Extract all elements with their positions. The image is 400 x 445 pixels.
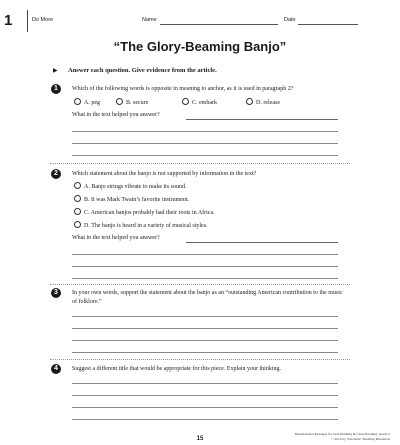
answer-line[interactable] [72, 352, 338, 353]
option-label: A. Banjo strings vibrate to make its sound. [84, 184, 187, 190]
date-label: Date [284, 17, 296, 23]
radio-circle-icon[interactable] [74, 208, 81, 215]
option-2c[interactable] [74, 208, 215, 217]
option-label: B. It was Mark Twain’s favorite instrument. [84, 197, 190, 203]
option-2d[interactable] [74, 221, 208, 230]
radio-circle-icon[interactable] [116, 98, 123, 105]
option-1b[interactable] [116, 98, 148, 107]
radio-circle-icon[interactable] [182, 98, 189, 105]
answer-line[interactable] [72, 383, 338, 384]
radio-circle-icon[interactable] [74, 98, 81, 105]
option-1c[interactable] [182, 98, 217, 107]
option-1d[interactable] [246, 98, 280, 107]
question-4-text: Suggest a different title that would be appropriate for this piece. Explain your thinking. [72, 366, 282, 372]
option-label: B. secure [126, 100, 149, 106]
instructions: Answer each question. Give evidence from the article. [68, 67, 217, 74]
answer-line[interactable] [72, 155, 338, 156]
name-field[interactable] [160, 24, 278, 25]
section-divider [50, 359, 350, 360]
date-field[interactable] [298, 24, 358, 25]
credit-line: Informational Passages for Text Marking & Close Reading: Grade 5 [294, 432, 390, 436]
answer-line[interactable] [72, 340, 338, 341]
question-3-text: In your own words, support the statement about the banjo as an “outstanding American contribution to the music of folklore.” [72, 290, 343, 305]
answer-line[interactable] [72, 419, 338, 420]
option-label: A. peg [84, 100, 100, 106]
header-divider [27, 10, 28, 32]
radio-circle-icon[interactable] [74, 221, 81, 228]
question-text [72, 170, 347, 179]
section-divider [50, 163, 350, 164]
radio-circle-icon[interactable] [74, 182, 81, 189]
answer-line[interactable] [186, 119, 338, 120]
page-number: 15 [196, 436, 204, 442]
answer-line[interactable] [72, 316, 338, 317]
radio-circle-icon[interactable] [74, 195, 81, 202]
option-label: C. American banjos probably had their roots in Africa. [84, 210, 215, 216]
unit-number: 1 [4, 12, 13, 29]
option-2a[interactable] [74, 182, 187, 191]
question-number-badge: 4 [51, 364, 61, 374]
right-triangle-icon: ▶ [53, 68, 58, 74]
credit-line: © 2014 by Scholastic Teaching Resources [330, 436, 390, 441]
option-label: C. embark [192, 100, 217, 106]
question-1-text: Which of the following words is opposite in meaning to anchor, as it is used in paragraph 2? [72, 86, 294, 92]
option-2b[interactable] [74, 195, 189, 204]
answer-line[interactable] [72, 395, 338, 396]
page-title: “The Glory-Beaming Banjo” [113, 39, 287, 54]
question-number-badge: 1 [51, 84, 61, 94]
answer-line[interactable] [72, 278, 338, 279]
answer-line[interactable] [72, 143, 338, 144]
question-number-badge: 2 [51, 169, 61, 179]
header-subtitle: Do More [32, 17, 54, 23]
evidence-prompt: What in the text helped you answer? [72, 112, 160, 118]
answer-line[interactable] [72, 266, 338, 267]
question-2-text: Which statement about the banjo is not supported by information in the text? [72, 171, 257, 177]
option-1a[interactable] [74, 98, 100, 107]
name-label: Name [142, 17, 157, 23]
answer-line[interactable] [72, 407, 338, 408]
answer-line[interactable] [72, 254, 338, 255]
question-number-badge: 3 [51, 288, 61, 298]
answer-line[interactable] [72, 131, 338, 132]
question-text [72, 85, 347, 94]
copyright-credit [295, 432, 390, 441]
radio-circle-icon[interactable] [246, 98, 253, 105]
page-header [0, 0, 400, 40]
answer-line[interactable] [72, 328, 338, 329]
answer-line[interactable] [186, 242, 338, 243]
section-divider [50, 284, 350, 285]
question-text [72, 289, 347, 307]
option-label: D. release [256, 100, 280, 106]
evidence-prompt: What in the text helped you answer? [72, 235, 160, 241]
question-text [72, 365, 347, 374]
option-label: D. The banjo is heard in a variety of musical styles. [84, 223, 208, 229]
